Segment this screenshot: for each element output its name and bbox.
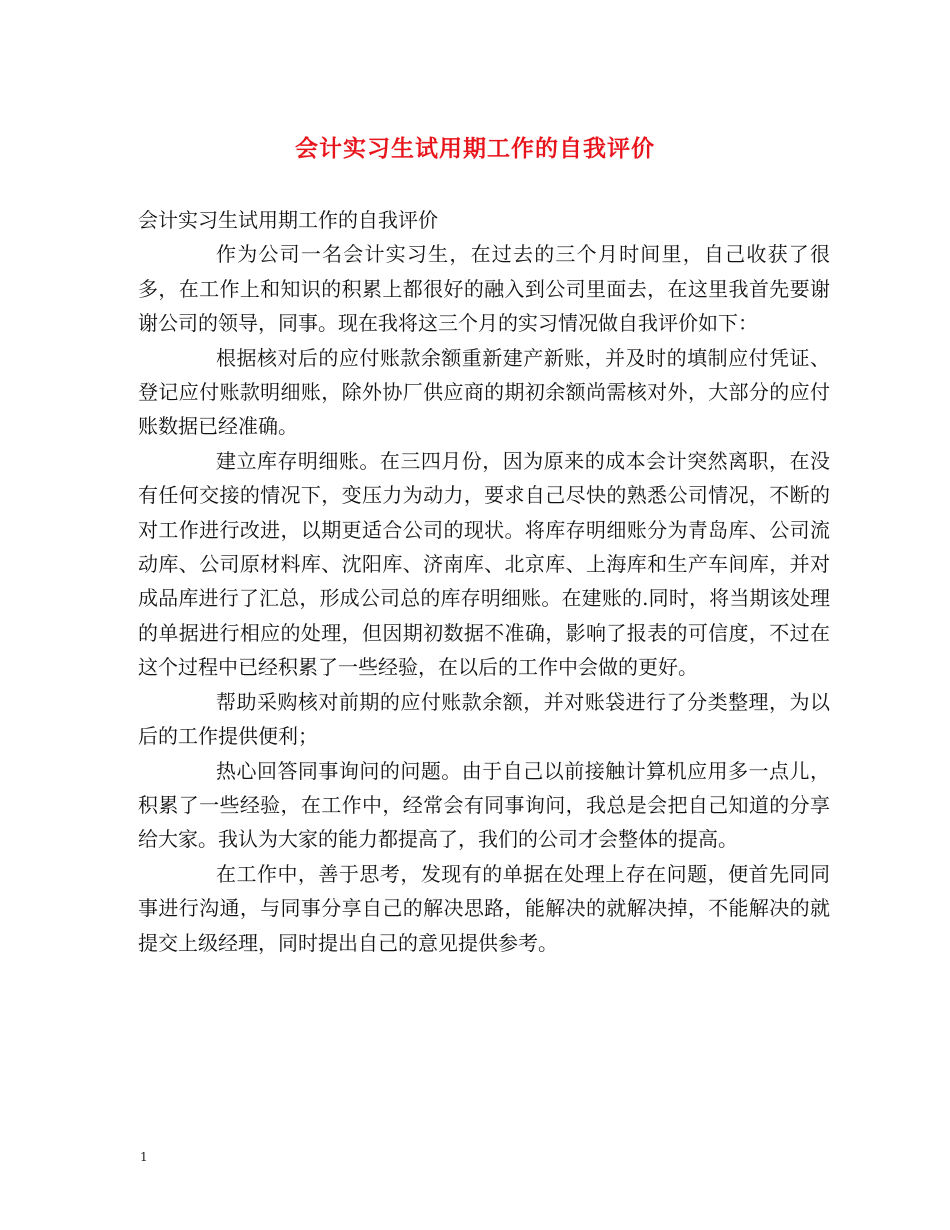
paragraph-accounts-payable: 根据核对后的应付账款余额重新建产新账，并及时的填制应付凭证、登记应付账款明细账，除外协厂供应商的期初余额尚需核对外，大部分的应付账数据已经准确。 bbox=[138, 345, 830, 439]
paragraph-inventory-ledger: 建立库存明细账。在三四月份，因为原来的成本会计突然离职，在没有任何交接的情况下，变压力为动力，要求自己尽快的熟悉公司情况，不断的对工作进行改进，以期更适合公司的现状。将库存明细账分为青岛库、公司流动库、公司原材料库、沈阳库、济南库、北京库、上海库和生产车间库，并对成品库进行了汇总，形成公司总的库存明细账。在建账的.同时，将当期该处理的单据进行相应的处理，但因期初数据不准确，影响了报表的可信度，不过在这个过程中已经积累了一些经验，在以后的工作中会做的更好。 bbox=[138, 448, 830, 680]
document-title: 会计实习生试用期工作的自我评价 bbox=[295, 135, 655, 162]
document-body bbox=[138, 203, 830, 960]
paragraph-helping-colleagues: 热心回答同事询问的问题。由于自己以前接触计算机应用多一点儿，积累了一些经验，在工作中，经常会有同事询问，我总是会把自己知道的分享给大家。我认为大家的能力都提高了，我们的公司才会整体的提高。 bbox=[138, 758, 830, 852]
document-subtitle: 会计实习生试用期工作的自我评价 bbox=[138, 208, 438, 232]
paragraph-intro: 作为公司一名会计实习生，在过去的三个月时间里，自己收获了很多，在工作上和知识的积累上都很好的融入到公司里面去，在这里我首先要谢谢公司的领导，同事。现在我将这三个月的实习情况做自我评价如下： bbox=[138, 242, 830, 336]
paragraph-problem-solving: 在工作中，善于思考，发现有的单据在处理上存在问题，便首先同同事进行沟通，与同事分享自己的解决思路，能解决的就解决掉，不能解决的就提交上级经理，同时提出自己的意见提供参考。 bbox=[138, 861, 830, 955]
page-number: 1 bbox=[140, 1150, 148, 1164]
paragraph-purchase-reconciliation: 帮助采购核对前期的应付账款余额，并对账袋进行了分类整理，为以后的工作提供便利； bbox=[138, 689, 830, 749]
